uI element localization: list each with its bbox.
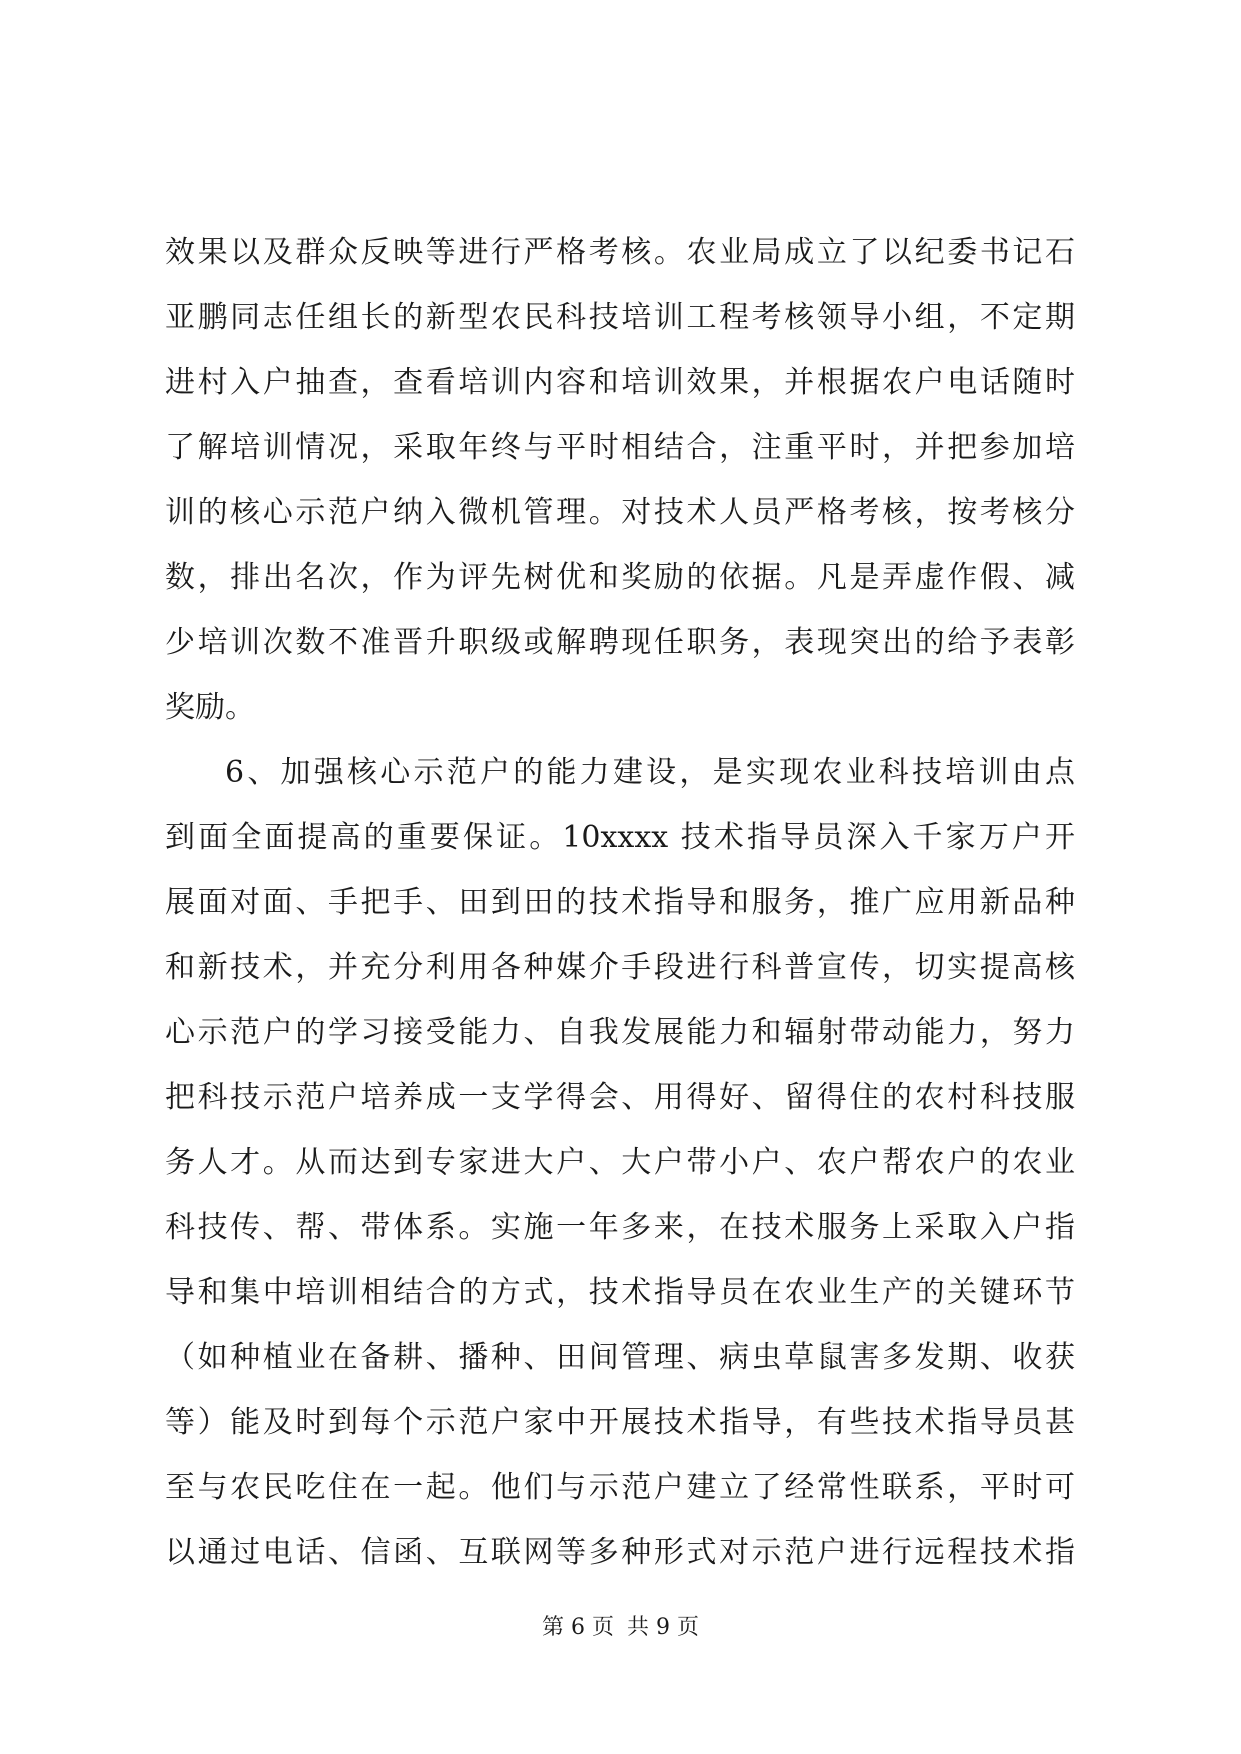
text-line: 效果以及群众反映等进行严格考核。农业局成立了以纪委书记石: [165, 235, 1075, 270]
text-line: 少培训次数不准晋升职级或解聘现任职务，表现突出的给予表彰: [165, 625, 1075, 660]
text-line: 务人才。从而达到专家进大户、大户带小户、农户帮农户的农业: [165, 1145, 1075, 1180]
page-number: 第 6 页: [542, 1615, 614, 1640]
text-line: 亚鹏同志任组长的新型农民科技培训工程考核领导小组，不定期: [165, 300, 1075, 335]
text-line: 把科技示范户培养成一支学得会、用得好、留得住的农村科技服: [165, 1080, 1075, 1115]
text-line: 至与农民吃住在一起。他们与示范户建立了经常性联系，平时可: [165, 1470, 1075, 1505]
text-line: 展面对面、手把手、田到田的技术指导和服务，推广应用新品种: [165, 885, 1075, 920]
text-line: 导和集中培训相结合的方式，技术指导员在农业生产的关键环节: [165, 1275, 1075, 1310]
text-line: （如种植业在备耕、播种、田间管理、病虫草鼠害多发期、收获: [165, 1340, 1075, 1375]
text-line: 和新技术，并充分利用各种媒介手段进行科普宣传，切实提高核: [165, 950, 1075, 985]
body-text: [165, 220, 1075, 1585]
text-line: 科技传、帮、带体系。实施一年多来，在技术服务上采取入户指: [165, 1210, 1075, 1245]
text-line: 到面全面提高的重要保证。10xxxx 技术指导员深入千家万户开: [165, 820, 1075, 855]
text-line: 数，排出名次，作为评先树优和奖励的依据。凡是弄虚作假、减: [165, 560, 1075, 595]
page-total: 共 9 页: [627, 1615, 699, 1640]
text-line: 进村入户抽查，查看培训内容和培训效果，并根据农户电话随时: [165, 365, 1075, 400]
text-line: 了解培训情况，采取年终与平时相结合，注重平时，并把参加培: [165, 430, 1075, 465]
paragraph-1: [165, 220, 1075, 740]
page-footer: [0, 1613, 1241, 1643]
text-line: 等）能及时到每个示范户家中开展技术指导，有些技术指导员甚: [165, 1405, 1075, 1440]
text-line: 以通过电话、信函、互联网等多种形式对示范户进行远程技术指: [165, 1535, 1075, 1570]
text-line: 奖励。: [165, 690, 255, 725]
text-line: 训的核心示范户纳入微机管理。对技术人员严格考核，按考核分: [165, 495, 1075, 530]
paragraph-2: [165, 740, 1075, 1585]
text-line: 心示范户的学习接受能力、自我发展能力和辐射带动能力，努力: [165, 1015, 1075, 1050]
text-line: 6、加强核心示范户的能力建设，是实现农业科技培训由点: [225, 755, 1075, 790]
